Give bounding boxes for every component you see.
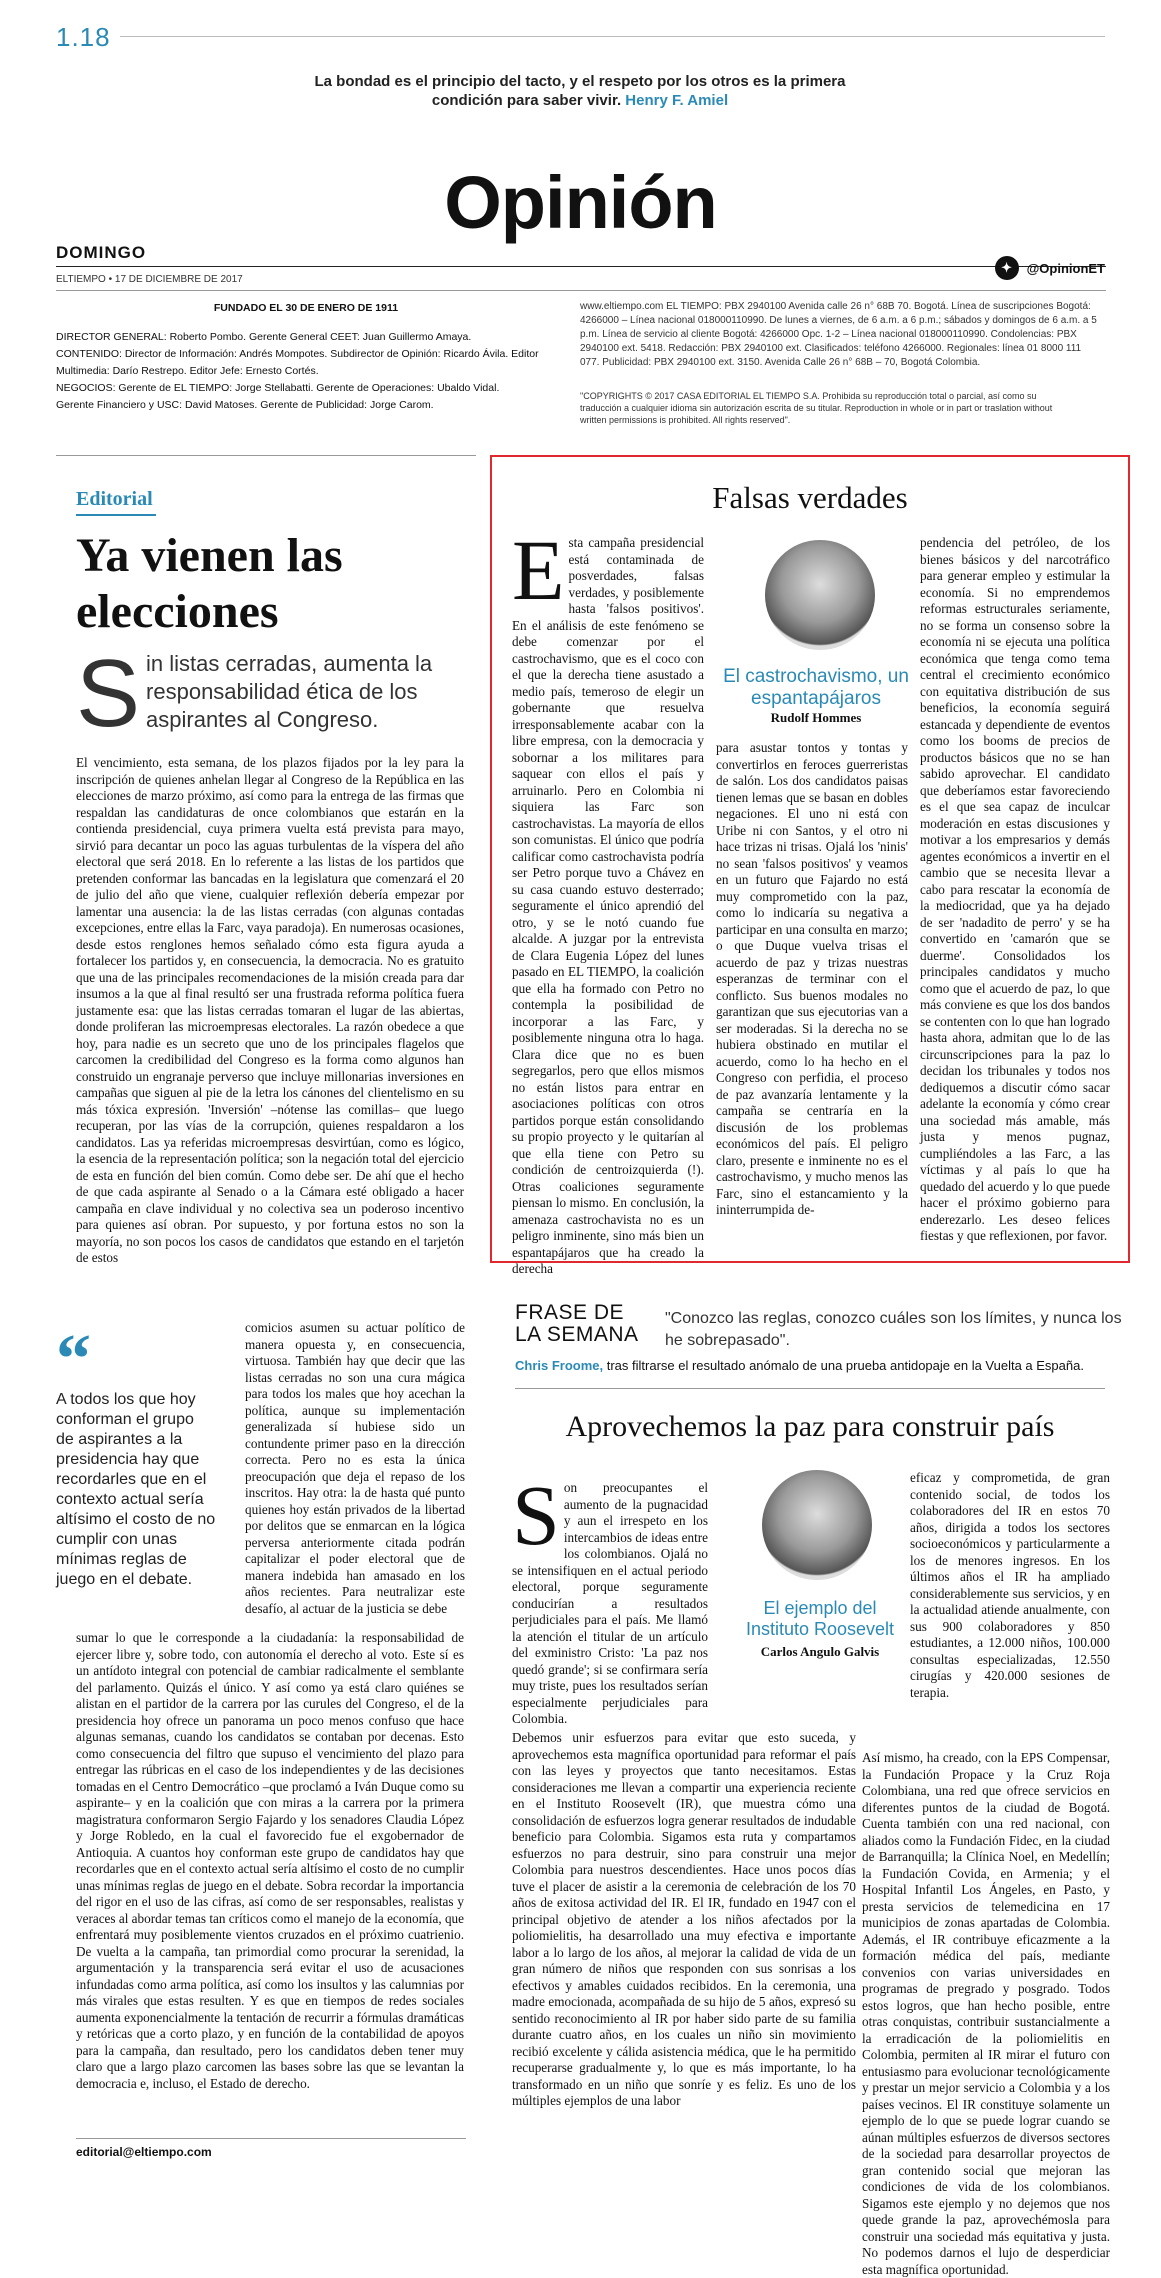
column-title-paz: Aprovechemos la paz para construir país: [565, 1410, 1055, 1443]
paz-col-1-text: on preocupantes el aumento de la pugnacidad y aun el irrespeto en los intercambios de ideas entre los colombianos. Ojalá no se intensifiquen en el actual periodo electoral, porque seguramente conducirían a resultados perjudiciales para el país. Me llamó la atención el titular de un artículo del exministro Cristo: 'La paz nos quedó grande'; si se confirmara sería muy triste, pues los resultados serían especialmente perjudiciales para Colombia.: [512, 1480, 708, 1726]
staff-rule: [56, 455, 476, 456]
quote-mark-icon: “: [56, 1321, 91, 1398]
falsas-col-2: para asustar tontos y tontas y convertirlos en feroces guerreristas de salón. Los dos candidatos paisas tienen lemas que se basan en dobles negaciones. El uno ni está con Uribe ni con Santos, y el otro ni hace trizas ni trisas. Ojalá los 'ninis' no sean 'falsos positivos' y veamos en un futuro que Fajardo no está muy comprometido con la paz, como lo indicaría su negativa a participar en una consulta en marzo; o que Duque vuelva trisas el acuerdo de paz y trizas nuestras esperanzas de terminar con el conflicto. Sus buenos modales no garantizan que sus ejecutorias van a ser moderadas. Si la derecha no se hubiera obstinado en mutilar el acuerdo, como lo ha hecho en el Congreso con perfidia, el proceso de paz avanzaría lentamente y la campaña se centraría en la discusión de los problemas económicos del país. El peligro claro, presente e inminente no es el castrochavismo, y mucho menos las Farc, sino el estancamiento y la ininterrumpida de-: [716, 740, 908, 1217]
twitter-icon: ✦: [995, 256, 1019, 280]
top-quote-author: Henry F. Amiel: [625, 92, 729, 109]
paz-column-name: El ejemplo del Instituto Roosevelt: [745, 1598, 895, 1639]
falsas-col-1: [512, 522, 704, 1278]
staff-line: CONTENIDO: Director de Información: Andrés Mompotes. Subdirector de Opinión: Ricardo Ávila. Editor Multimedia: Darío Restrepo. Editor Jefe: Ernesto Cortés.: [56, 348, 539, 377]
top-quote: [300, 72, 860, 110]
staff-line: DIRECTOR GENERAL: Roberto Pombo. Gerente General CEET: Juan Guillermo Amaya.: [56, 331, 472, 343]
author-photo-hommes: [765, 540, 875, 650]
top-rule: [120, 36, 1105, 37]
dateline: ELTIEMPO • 17 DE DICIEMBRE DE 2017: [56, 274, 243, 285]
editorial-email[interactable]: editorial@eltiempo.com: [76, 2145, 212, 2159]
social-link[interactable]: [995, 256, 1105, 280]
editorial-deck: [76, 640, 466, 747]
pullquote-text: A todos los que hoy conforman el grupo de aspirantes a la presidencia hay que recordarles que en el contexto actual sería altísimo el costo de no cumplir con unas mínimas reglas de juego en el debate.: [56, 1391, 216, 1588]
founded-line: FUNDADO EL 30 DE ENERO DE 1911: [213, 302, 399, 314]
day-label: DOMINGO: [56, 243, 147, 262]
paz-col-2: Debemos unir esfuerzos para evitar que esto suceda, y aprovechemos esta magnífica oportunidad para reformar el país con las leyes y proyectos que tanto necesitamos. Estas consideraciones me llevan a compartir una experiencia reciente en el Instituto Roosevelt (IR), que muestra cómo una consolidación de esfuerzos logra generar resultados de indudable beneficio para Colombia. Sigamos esta ruta y compartamos esfuerzos no para destruir, sino para construir una mejor Colombia para nuestros descendientes. Hace unos pocos días tuve el placer de asistir a la ceremonia de celebración de los 70 años de exitosa actividad del IR. El IR, fundado en 1947 con el principal objetivo de atender a los niños afectados por la poliomielitis, ha desarrollado una muy efectiva e importante labor a lo largo de los años, al mejorar la calidad de vida de un gran número de niños que responden con sus sonrisas a los efectivos y amables cuidados recibidos. En la ceremonia, una madre emocionada, acompañada de su hijo de 5 años, expresó su sentido reconocimiento al IR por haber sido parte de su familia durante cuatro años, en los cuales un niño sin movimiento recibió excelente y cálida asistencia médica, que le ha permitido recuperarse gradualmente y, lo que es más importante, lo ha transformado en un niño que sonríe y es feliz. Es uno de los múltiples ejemplos de una labor: [512, 1730, 856, 2108]
frase-rule: [515, 1388, 1105, 1389]
top-quote-text: La bondad es el principio del tacto, y el respeto por los otros es la primera condición para saber vivir.: [314, 73, 846, 109]
header-rule: [56, 290, 1106, 291]
frase-quote: "Conozco las reglas, conozco cuáles son los límites, y nunca los he sobrepasado".: [665, 1310, 1122, 1349]
deck-text: in listas cerradas, aumenta la responsabilidad ética de los aspirantes al Congreso.: [146, 651, 433, 732]
falsas-author: Rudolf Hommes: [770, 710, 862, 725]
falsas-col-1-text: sta campaña presidencial está contaminada de posverdades, falsas verdades, y posiblemente hasta 'falsos positivos'. En el análisis de este fenómeno se debe comenzar por el castrochavismo, que es el coco con el que la derecha tiene asustado a medio país, temeroso de elegir un gobernante que resuelva irresponsablemente acabar con la libre empresa, con la democracia y sobornar a los militares para saquear con ellos el país y arruinarlo. Pero en Colombia ni siquiera las Farc son castrochavistas. La mayoría de ellos son comunistas. El único que podría calificar como castrochavista podría ser Petro porque tuvo a Chávez en su casa cuando estuvo desterrado; seguramente el único aprendió del otro, y se le notó cuando fue alcalde. A juzgar por la entrevista de Clara Eugenia López del lunes pasado en EL TIEMPO, la coalición que ella ha formado con Petro no contempla la posibilidad de incorporar a las Farc, y posiblemente ninguna otra lo haga. Clara dice que no es buen segregarlos, pero que ellos mismos no están listos para entrar en asociaciones políticas con otros partidos porque están consolidando su propio proyecto y le quitarían al que ella tiene con Petro su condición de centroizquierda (!). Otras coaliciones seguramente piensan lo mismo. En conclusión, la amenaza castrochavista no es un peligro inminente, sino más bien un espantapájaros que ha creado la derecha: [512, 535, 704, 1276]
paz-col-1: [512, 1467, 708, 1728]
editorial-title: Ya vienen las elecciones: [76, 529, 343, 638]
copyright: "COPYRIGHTS © 2017 CASA EDITORIAL EL TIEMPO S.A. Prohibida su reproducción total o parcial, así como su traducción a cualquier idioma sin autorización escrita de su titular. Reproduction in whole or in part or traslation without written permissions is prohibited. All rights reserved".: [580, 391, 1053, 425]
deck-initial: S: [76, 640, 141, 747]
frase-label: FRASE DE LA SEMANA: [515, 1301, 639, 1346]
falsas-initial: E: [512, 522, 565, 618]
editorial-body-1: El vencimiento, esta semana, de los plazos fijados por la ley para la inscripción de quienes anhelan llegar al Congreso de la República en las elecciones de marzo próximo, así como para la entrega de las firmas que respaldan las candidaturas de once colombianos que estarán en la contienda presidencial, cuya primera vuelta está prevista para mayo, sirvió para decantar un poco las aguas turbulentas de la víspera del año electoral que será 2018. En lo referente a las listas de los partidos que pretenden conformar las bancadas en la legislatura que comenzará el 20 de julio del año que viene, cualquier reflexión debería empezar por lamentar una ausencia: la de las listas cerradas (con algunas contadas excepciones, entre ellas la Farc, vaya paradoja). En numerosas ocasiones, desde estos renglones hemos señalado cómo esta figura ayuda a fortalecer los partidos y, en consecuencia, la democracia. No es gratuito que una de las principales recomendaciones de la misión creada para dar insumos a la que al final resultó ser una frustrada reforma política fuera justamente esa: que las listas cerradas tomaran el lugar de las abiertas, donde proliferan las microempresas electorales. La razón obedece a que hoy, para nadie es un secreto que uno de los principales flagelos que carcomen la credibilidad del Congreso es la forma como algunos han construido un engranaje perverso que incluye millonarias inversiones en campañas que siguen al pie de la letra los cánones del clientelismo en su más tóxica expresión. 'Inversión' –nótense las comillas– que luego recuperan, por las vías de la corrupción, quienes respaldaron a los candidatos. Las ya referidas microempresas desvirtúan, como es lógico, la esencia de la representación política; son la negación total del ejercicio de esta en función del bien común. Como debe ser. De ahí que el hecho de que cada aspirante al Senado o a la Cámara esté obligado a hacer campaña en clave individual y no colectiva sea un poderoso incentivo para quienes así obran. Por supuesto, y por fortuna estos no son la mayoría, no son pocos los casos de candidatos que estando en el tarjetón de estos: [76, 755, 464, 1265]
staff-line: Gerente Financiero y USC: David Matoses. Gerente de Publicidad: Jorge Carom.: [56, 399, 434, 411]
editorial-body-2: comicios asumen su actuar político de manera opuesta y, en consecuencia, virtuosa. También hay que decir que las listas cerradas no son una cura mágica para todos los males que hoy acechan la política, aunque su implementación generalizada sí hubiese sido un contundente primer paso en la dirección correcta. Pero no es esta la única preocupación que deja el repaso de los inscritos. Hay otra: la de hasta qué punto quienes hoy están privados de la libertad por delitos que se enmarcan en la lógica perversa anteriormente citada podrán capitalizar el poder electoral que de manera indebida han amasado en los años recientes. Para neutralizar este desafío, al actuar de la justicia se debe: [245, 1320, 465, 1616]
paz-col-4: Así mismo, ha creado, con la EPS Compensar, la Fundación Propace y la Cruz Roja Colombiana, una red que ofrece servicios en diferentes puntos de la ciudad de Bogotá. Cuenta también con una red nacional, con aliados como la Fundación Fidec, en la ciudad de Barranquilla; la Clínica Noel, en Medellín; la Fundación Covida, en Armenia; y el Hospital Infantil Los Ángeles, en Pasto, y presta servicios de telemedicina en 17 municipios de zonas apartadas de Colombia. Además, el IR contribuye eficazmente a la formación médica del país, mediante convenios con varias universidades en programas de pregrado y posgrado. Todos estos logros, que han hecho posible, entre otras conquistas, contribuir sustancialmente a la erradicación de la poliomielitis en Colombia, permiten al IR mirar el futuro con entusiasmo para evolucionar tecnológicamente y prestar un mejor servicio a Colombia y a los países vecinos. El IR constituye solamente un ejemplo de lo que se puede lograr cuando se aúnan múltiples esfuerzos de diversos sectores de la sociedad para desarrollar proyectos de gran contenido social que mejoran las condiciones de vida de los colombianos. Sigamos este ejemplo y no dejemos que nos quede grande la paz, aprovechémosla para construir una sociedad más equitativa y justa. No podemos darnos el lujo de desperdiciar esta magnífica oportunidad.: [862, 1750, 1110, 2277]
contact-info: www.eltiempo.com EL TIEMPO: PBX 2940100 Avenida calle 26 n° 68B 70. Bogotá. Línea de suscripciones Bogotá: 4266000 – Línea nacional 018000110990. De lunes a viernes, de 6 a.m. a 6 p.m.; sábados y domingos de 6 a.m. a 5 p.m. Línea de servicio al cliente Bogotá: 4266000 Opc. 1-2 – Línea nacional 018000110990. Condolencias: PBX 2940100 ext. 5418. Redacción: PBX 2940100 ext. Clasificados: teléfono 4266000. Regionales: línea 01 8000 111 077. Publicidad: PBX 2940100 ext. 3150. Avenida Calle 26 n° 68B – 70, Bogotá Colombia.: [580, 301, 1097, 368]
section-title: Opinión: [444, 161, 717, 244]
social-handle: @OpinionET: [1026, 260, 1105, 276]
falsas-col-3: pendencia del petróleo, de los bienes básicos y del narcotráfico para generar empleo y estimular la economía. Si no emprendemos reformas estructurales seriamente, no se forma un consenso sobre la economía ni se ejecuta una política económica que tenga como tema central el crecimiento económico con equitativa distribución de sus beneficios, la economía seguirá estancada y dependiente de eventos como los booms de precios de productos básicos que no se han sabido aprovechar. El candidato que deberíamos estar favoreciendo es el que sea capaz de inculcar moderación en estas discusiones y motivar a los empresarios y demás agentes económicos a invertir en el cambio que se necesita llevar a cabo para rescatar la economía de la mediocridad, que ya ha dejado de ser 'nadadito de perro' y se ha convertido en 'camarón que se duerme'. Consolidados los principales candidatos y mucho como que el acuerdo de paz, lo que más conviene es que los dos bandos se contenten con lo que han logrado hasta ahora, admitan que lo de las circunscripciones para la paz lo decidan los tribunales y todos nos dediquemos a discutir cómo sacar adelante la economía y cómo crear una sociedad más amable, más justa y menos pugnaz, cumpliéndoles a las Farc, a las víctimas y al país lo que ha quedado del acuerdo y lo que puede hacer el próximo gobierno para enderezarlo. Les deseo felices fiestas y que reflexionen, por favor.: [920, 535, 1110, 1243]
falsas-column-name: El castrochavismo, un espantapájaros: [723, 666, 909, 709]
author-photo-angulo: [762, 1470, 872, 1580]
editorial-tag: Editorial: [76, 488, 153, 510]
staff-line: NEGOCIOS: Gerente de EL TIEMPO: Jorge Stellabatti. Gerente de Operaciones: Ubaldo Vidal.: [56, 382, 500, 394]
email-rule: [76, 2138, 466, 2139]
column-title-falsas: Falsas verdades: [712, 480, 908, 515]
editorial-body-3: sumar lo que le corresponde a la ciudadanía: la responsabilidad de ejercer libre y, sobre todo, con autonomía el derecho al voto. Este sí es un antídoto integral con potencial de cambiar radicalmente el semblante del parlamento. Quizás el único. Y así como ya está claro quiénes se alistan en el partidor de la carrera por las curules del Congreso, el de la presidencia hoy ofrece un panorama un poco menos confuso que hace algunas semanas, cuando los candidatos se contaban por decenas. Esto como consecuencia del filtro que supuso el vencimiento del plazo para entregar las rúbricas en el caso de los independientes y de las decisiones tomadas en el Centro Democrático –que proclamó a Iván Duque como su aspirante– y en la coalición que con miras a la carrera por la primera magistratura conformaron Sergio Fajardo y los senadores Claudia López y Jorge Robledo, en la cual el favorecido fue el exgobernador de Antioquia. A cuantos hoy conforman este grupo de candidatos hay que recordarles que en el contexto actual sería altísimo el costo de no cumplir unas mínimas reglas de juego en el debate. Sobra recordar la importancia del rigor en el uso de las cifras, así como de ser responsables, realistas y veraces al abordar temas tan críticos como el manejo de la economía, que enfrentará muy posiblemente vientos cruzados en el próximo cuatrienio. De vuelta a la campaña, tan primordial como procurar la serenidad, la argumentación y la transparencia será evitar el uso de acusaciones infundadas como arma política, así como los insultos y las calumnias por más virales que estas resulten. Y es que en tiempos de redes sociales aumenta exponencialmente la tentación de recurrir a fórmulas dramáticas y retóricas que a corto plazo, y en función de la contabilidad de apoyos para la campaña, dan resultado, pero los candidatos deben tener muy claro que a largo plazo carcomen las bases sobre las que se levantan la democracia e, incluso, el Estado de derecho.: [76, 1630, 464, 2091]
frase-attribution: [515, 1358, 1115, 1373]
pullquote: [56, 1321, 216, 1590]
paz-author: Carlos Angulo Galvis: [760, 1644, 880, 1659]
paz-initial: S: [512, 1467, 560, 1563]
page-number: 1.18: [56, 22, 111, 52]
frase-attr-text: tras filtrarse el resultado anómalo de una prueba antidopaje en la Vuelta a España.: [603, 1358, 1084, 1373]
frase-attr-name: Chris Froome,: [515, 1358, 604, 1373]
masthead-rule: [56, 266, 1106, 267]
staff-box: [56, 300, 556, 414]
editorial-tag-underline: [76, 514, 156, 516]
paz-col-3: eficaz y comprometida, de gran contenido social, de todos los colaboradores del IR en estos 70 años, dirigida a todos los sectores socioeconómicos y particularmente a los de menores ingresos. En los últimos años el IR ha ampliado considerablemente sus servicios, y en la actualidad atiende anualmente, con sus 900 colaboradores y 850 estudiantes, a 12.000 niños, 100.000 consultas especializadas, 12.550 cirugías y 420.000 sesiones de terapia.: [910, 1470, 1110, 1700]
